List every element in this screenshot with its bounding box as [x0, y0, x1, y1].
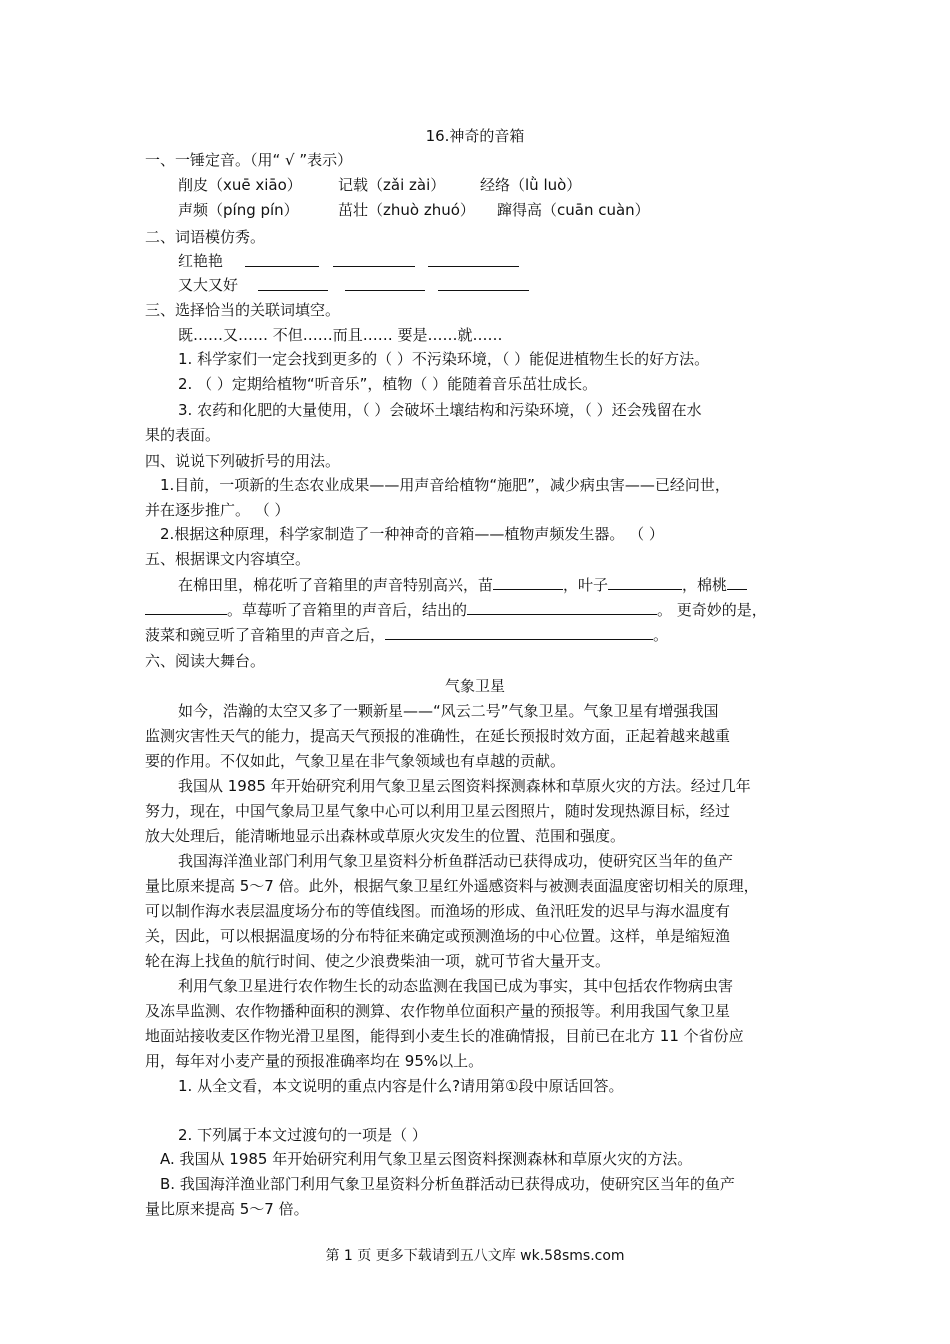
pinyin-item: 蹿得高（cuān cuàn） [497, 201, 650, 219]
question-4-1: 1.目前，一项新的生态农业成果——用声音给植物“施肥”，减少病虫害——已经问世， [160, 476, 730, 494]
article-line: 可以制作海水表层温度场分布的等值线图。而渔场的形成、鱼汛旺发的迟早与海水温度有 [145, 902, 731, 920]
page-title: 16.神奇的音箱 [425, 127, 525, 145]
option-a: A. 我国从 1985 年开始研究利用气象卫星云图资料探测森林和草原火灾的方法。 [160, 1150, 693, 1168]
blank-line[interactable] [145, 599, 227, 615]
blank-line[interactable] [258, 275, 328, 291]
blank-line[interactable] [727, 574, 747, 590]
reading-question-2: 2. 下列属于本文过渡句的一项是（ ） [178, 1126, 427, 1144]
section-3-heading: 三、选择恰当的关联词填空。 [145, 301, 341, 319]
option-b: B. 我国海洋渔业部门利用气象卫星资料分析鱼群活动已获得成功，使研究区当年的鱼产 [160, 1175, 735, 1193]
question-3-2: 2. （ ）定期给植物“听音乐”，植物（ ）能随着音乐茁壮成长。 [178, 375, 598, 393]
fill-line-2 [145, 599, 767, 621]
pinyin-item: 声频（píng pín） [178, 201, 299, 219]
question-3-3-cont: 果的表面。 [145, 426, 221, 444]
fill-text: 菠菜和豌豆听了音箱里的声音之后， [145, 626, 386, 644]
option-b-cont: 量比原来提高 5～7 倍。 [145, 1200, 309, 1218]
question-4-2: 2.根据这种原理，科学家制造了一种神奇的音箱——植物声频发生器。 （ ） [160, 525, 664, 543]
article-line: 监测灾害性天气的能力，提高天气预报的准确性，在延长预报时效方面，正起着越来越重 [145, 727, 731, 745]
blank-line[interactable] [345, 275, 425, 291]
article-line: 我国从 1985 年开始研究利用气象卫星云图资料探测森林和草原火灾的方法。经过几年 [178, 777, 751, 795]
article-line: 关，因此，可以根据温度场的分布特征来确定或预测渔场的中心位置。这样，单是缩短渔 [145, 927, 731, 945]
fill-text: 。 [653, 626, 669, 644]
article-line: 要的作用。不仅如此，气象卫星在非气象领域也有卓越的贡献。 [145, 752, 566, 770]
pinyin-item: 经络（lǜ luò） [480, 176, 582, 194]
article-title: 气象卫星 [444, 677, 505, 695]
article-line: 轮在海上找鱼的航行时间、使之少浪费柴油一项，就可节省大量开支。 [145, 952, 611, 970]
section-1-heading: 一、一锤定音。（用“ √ ”表示） [145, 151, 353, 169]
article-line: 利用气象卫星进行农作物生长的动态监测在我国已成为事实，其中包括农作物病虫害 [178, 977, 734, 995]
conjunction-options: 既……又…… 不但……而且…… 要是……就…… [178, 326, 503, 344]
blank-line[interactable] [608, 574, 682, 590]
word-prompt [178, 250, 223, 272]
article-line: 放大处理后，能清晰地显示出森林或草原火灾发生的位置、范围和强度。 [145, 827, 626, 845]
fill-text: ，棉桃 [682, 576, 728, 594]
section-5-heading: 五、根据课文内容填空。 [145, 550, 311, 568]
blank-line[interactable] [493, 574, 563, 590]
blank-line[interactable] [333, 251, 415, 267]
fill-line-3 [145, 624, 668, 646]
pinyin-item: 茁壮（zhuò zhuó） [338, 201, 475, 219]
article-line: 如今，浩瀚的太空又多了一颗新星——“风云二号”气象卫星。气象卫星有增强我国 [178, 702, 719, 720]
article-line: 努力，现在，中国气象局卫星气象中心可以利用卫星云图照片，随时发现热源目标，经过 [145, 802, 731, 820]
pinyin-item: 记载（zǎi zài） [338, 176, 446, 194]
blank-line[interactable] [438, 275, 529, 291]
word-prompt [178, 274, 238, 296]
article-line: 地面站接收麦区作物光滑卫星图，能得到小麦生长的准确情报，目前已在北方 11 个省份应 [145, 1027, 744, 1045]
article-line: 用，每年对小麦产量的预报准确率均在 95%以上。 [145, 1052, 484, 1070]
fill-text: ，叶子 [563, 576, 609, 594]
reading-question-1: 1. 从全文看，本文说明的重点内容是什么?请用第①段中原话回答。 [178, 1077, 624, 1095]
pinyin-item: 削皮（xuē xiāo） [178, 176, 302, 194]
question-3-1: 1. 科学家们一定会找到更多的（ ）不污染环境，（ ）能促进植物生长的好方法。 [178, 350, 710, 368]
blank-line[interactable] [467, 599, 657, 615]
section-6-heading: 六、阅读大舞台。 [145, 652, 266, 670]
fill-text: 在棉田里，棉花听了音箱里的声音特别高兴，苗 [178, 576, 494, 594]
fill-line-1 [178, 574, 747, 596]
word-label: 红艳艳 [178, 252, 224, 270]
article-line: 量比原来提高 5～7 倍。此外，根据气象卫星红外遥感资料与被测表面温度密切相关的原理， [145, 877, 759, 895]
article-line: 我国海洋渔业部门利用气象卫星资料分析鱼群活动已获得成功，使研究区当年的鱼产 [178, 852, 734, 870]
word-label: 又大又好 [178, 276, 239, 294]
blank-line[interactable] [385, 624, 653, 640]
page-footer: 第 1 页 更多下载请到五八文库 wk.58sms.com [325, 1248, 625, 1264]
blank-line[interactable] [428, 251, 519, 267]
section-2-heading: 二、词语模仿秀。 [145, 228, 266, 246]
fill-text: 。草莓听了音箱里的声音后，结出的 [227, 601, 468, 619]
article-line: 及冻旱监测、农作物播种面积的测算、农作物单位面积产量的预报等。利用我国气象卫星 [145, 1002, 731, 1020]
blank-line[interactable] [245, 251, 319, 267]
fill-text: 。 更奇妙的是， [657, 601, 767, 619]
question-3-3: 3. 农药和化肥的大量使用，（ ）会破坏土壤结构和污染环境，（ ）还会残留在水 [178, 401, 702, 419]
question-4-1-cont: 并在逐步推广。 （ ） [145, 501, 290, 519]
section-4-heading: 四、说说下列破折号的用法。 [145, 452, 341, 470]
